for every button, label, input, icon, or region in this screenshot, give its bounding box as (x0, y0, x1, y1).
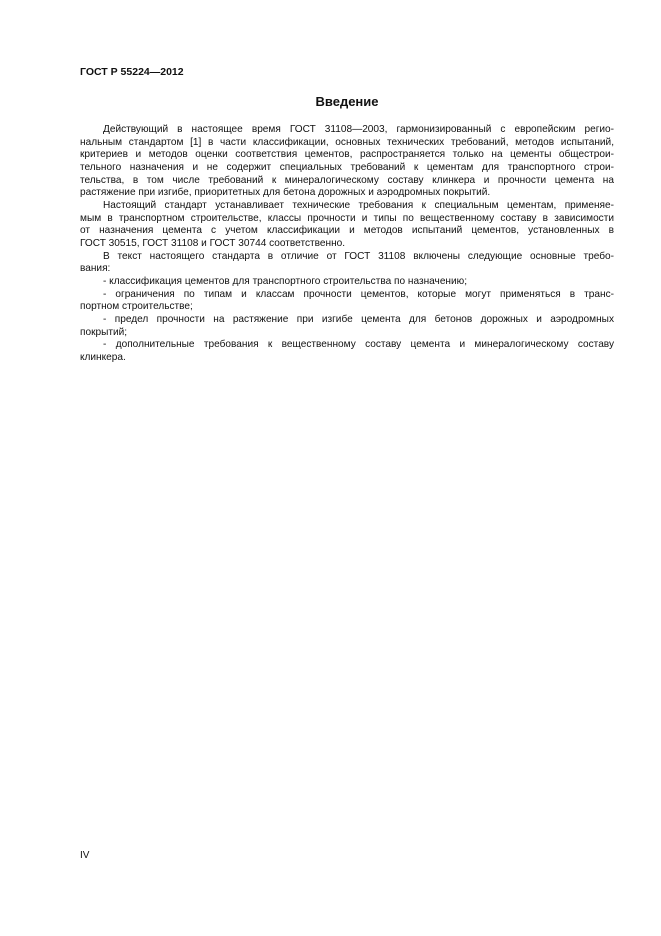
text-line: портном строительстве; (80, 301, 193, 313)
text-line: тельства, в том числе требований к минералогическому составу клинкера и прочности цемента на (80, 174, 614, 186)
text-line: - классификация цементов для транспортного строительства по назначению; (103, 276, 468, 288)
text-line: растяжение при изгибе, приоритетных для бетона дорожных и аэродромных покрытий. (80, 187, 491, 199)
text-line: клинкера. (80, 352, 126, 364)
paragraph (80, 200, 614, 251)
page-number: IV (80, 850, 90, 861)
text-line: критериев и методов оценки соответствия цементов, распространяется только на цементы общестрои- (80, 149, 614, 161)
paragraph (80, 124, 614, 200)
text-line: - ограничения по типам и классам прочности цементов, которые могут применяться в транс- (103, 288, 614, 300)
paragraph (80, 251, 614, 276)
text-line: - дополнительные требования к вещественному составу цемента и минералогическому составу (103, 339, 614, 351)
section-title: Введение (315, 94, 379, 109)
paragraph (80, 276, 614, 289)
text-line: Действующий в настоящее время ГОСТ 31108—2003, гармонизированный с европейским регио- (103, 124, 614, 135)
text-line: нальным стандартом [1] в части классификации, основных технических требований, методов испытаний, (80, 136, 614, 148)
document-body (80, 124, 614, 365)
text-line: Настоящий стандарт устанавливает технические требования к специальным цементам, применяе- (103, 200, 614, 212)
paragraph (80, 339, 614, 364)
paragraph (80, 314, 614, 339)
text-line: мым в транспортном строительстве, классы прочности и типы по вещественному составу в зависимости (80, 212, 614, 224)
text-line: ГОСТ 30515, ГОСТ 31108 и ГОСТ 30744 соответственно. (80, 238, 346, 250)
text-line: покрытий; (80, 326, 128, 338)
text-line: В текст настоящего стандарта в отличие от ГОСТ 31108 включены следующие основные требо- (103, 250, 614, 262)
text-line: от назначения цемента с учетом классификации и методов испытаний цементов, установленных в (80, 225, 614, 237)
text-line: тельного назначения и не содержит специальных требований к цементам для транспортного строи- (80, 162, 614, 174)
text-line: вания: (80, 263, 111, 275)
document-header: ГОСТ Р 55224—2012 (80, 66, 184, 78)
text-line: - предел прочности на растяжение при изгибе цемента для бетонов дорожных и аэродромных (103, 314, 614, 326)
paragraph (80, 289, 614, 314)
